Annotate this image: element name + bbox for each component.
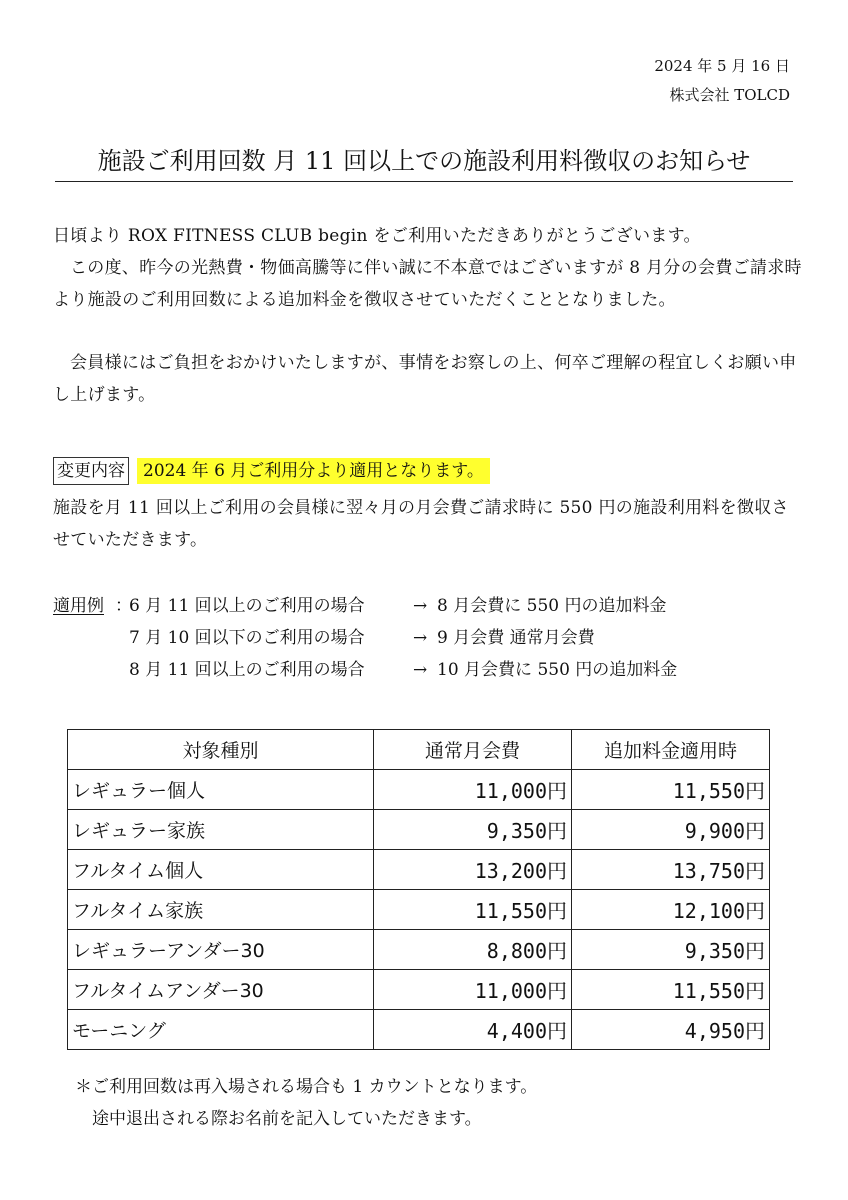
fee-table: [67, 729, 770, 1050]
header-regular-fee: 通常月会費: [374, 730, 572, 770]
membership-type: レギュラーアンダー30: [68, 930, 374, 970]
membership-type: モーニング: [68, 1010, 374, 1050]
example-row: [53, 654, 677, 686]
table-row: [68, 890, 770, 930]
regular-fee: 9,350円: [374, 810, 572, 850]
membership-type: レギュラー家族: [68, 810, 374, 850]
example-colon: ：: [115, 596, 132, 616]
regular-fee: 11,550円: [374, 890, 572, 930]
table-row: [68, 1010, 770, 1050]
membership-type: フルタイムアンダー30: [68, 970, 374, 1010]
regular-fee: 8,800円: [374, 930, 572, 970]
surcharge-fee: 9,350円: [572, 930, 770, 970]
table-row: [68, 810, 770, 850]
surcharge-fee: 11,550円: [572, 770, 770, 810]
example-result: 8 月会費に 550 円の追加料金: [437, 596, 667, 616]
header-category: 対象種別: [68, 730, 374, 770]
example-row: [53, 590, 677, 622]
surcharge-fee: 12,100円: [572, 890, 770, 930]
intro-paragraph-2: この度、昨今の光熱費・物価高騰等に伴い誠に不本意ではございますが 8 月分の会費ご請求時より施設のご利用回数による追加料金を徴収させていただくこととなりました。: [53, 258, 802, 310]
arrow-icon: →: [413, 596, 428, 616]
surcharge-fee: 13,750円: [572, 850, 770, 890]
regular-fee: 13,200円: [374, 850, 572, 890]
footnote-line-2: 途中退出される際お名前を記入していただきます。: [92, 1109, 482, 1129]
surcharge-fee: 9,900円: [572, 810, 770, 850]
surcharge-fee: 11,550円: [572, 970, 770, 1010]
change-label: 変更内容: [53, 457, 129, 485]
page-title: 施設ご利用回数 月 11 回以上での施設利用料徴収のお知らせ: [55, 143, 793, 182]
arrow-icon: →: [413, 660, 428, 680]
regular-fee: 11,000円: [374, 970, 572, 1010]
table-row: [68, 770, 770, 810]
intro-paragraph-3: 会員様にはご負担をおかけいたしますが、事情をお察しの上、何卒ご理解の程宜しくお願い申し上げます。: [53, 353, 797, 405]
company-name: 株式会社 TOLCD: [669, 86, 790, 104]
example-condition: 7 月 10 回以下のご利用の場合: [129, 628, 365, 648]
example-section: [53, 590, 677, 686]
example-condition: 6 月 11 回以上のご利用の場合: [129, 596, 365, 616]
change-heading: [53, 455, 490, 487]
footnote: [75, 1071, 537, 1135]
example-condition: 8 月 11 回以上のご利用の場合: [129, 660, 365, 680]
table-row: [68, 970, 770, 1010]
notice-date: 2024 年 5 月 16 日: [654, 57, 790, 75]
footnote-line-1: ＊ご利用回数は再入場される場合も 1 カウントとなります。: [75, 1077, 538, 1097]
regular-fee: 11,000円: [374, 770, 572, 810]
change-highlight: 2024 年 6 月ご利用分より適用となります。: [137, 458, 490, 484]
example-label: 適用例: [53, 596, 104, 616]
change-body: 施設を月 11 回以上ご利用の会員様に翌々月の月会費ご請求時に 550 円の施設利用料を徴収させていただきます。: [53, 498, 789, 550]
intro-paragraph-1: 日頃より ROX FITNESS CLUB begin をご利用いただきありがとうございます。: [53, 226, 701, 246]
fee-table-header: [68, 730, 770, 770]
example-row: [53, 622, 677, 654]
membership-type: フルタイム個人: [68, 850, 374, 890]
table-row: [68, 850, 770, 890]
example-result: 10 月会費に 550 円の追加料金: [437, 660, 678, 680]
table-row: [68, 930, 770, 970]
header-surcharge-fee: 追加料金適用時: [572, 730, 770, 770]
surcharge-fee: 4,950円: [572, 1010, 770, 1050]
membership-type: フルタイム家族: [68, 890, 374, 930]
arrow-icon: →: [413, 628, 428, 648]
regular-fee: 4,400円: [374, 1010, 572, 1050]
example-result: 9 月会費 通常月会費: [437, 628, 595, 648]
membership-type: レギュラー個人: [68, 770, 374, 810]
